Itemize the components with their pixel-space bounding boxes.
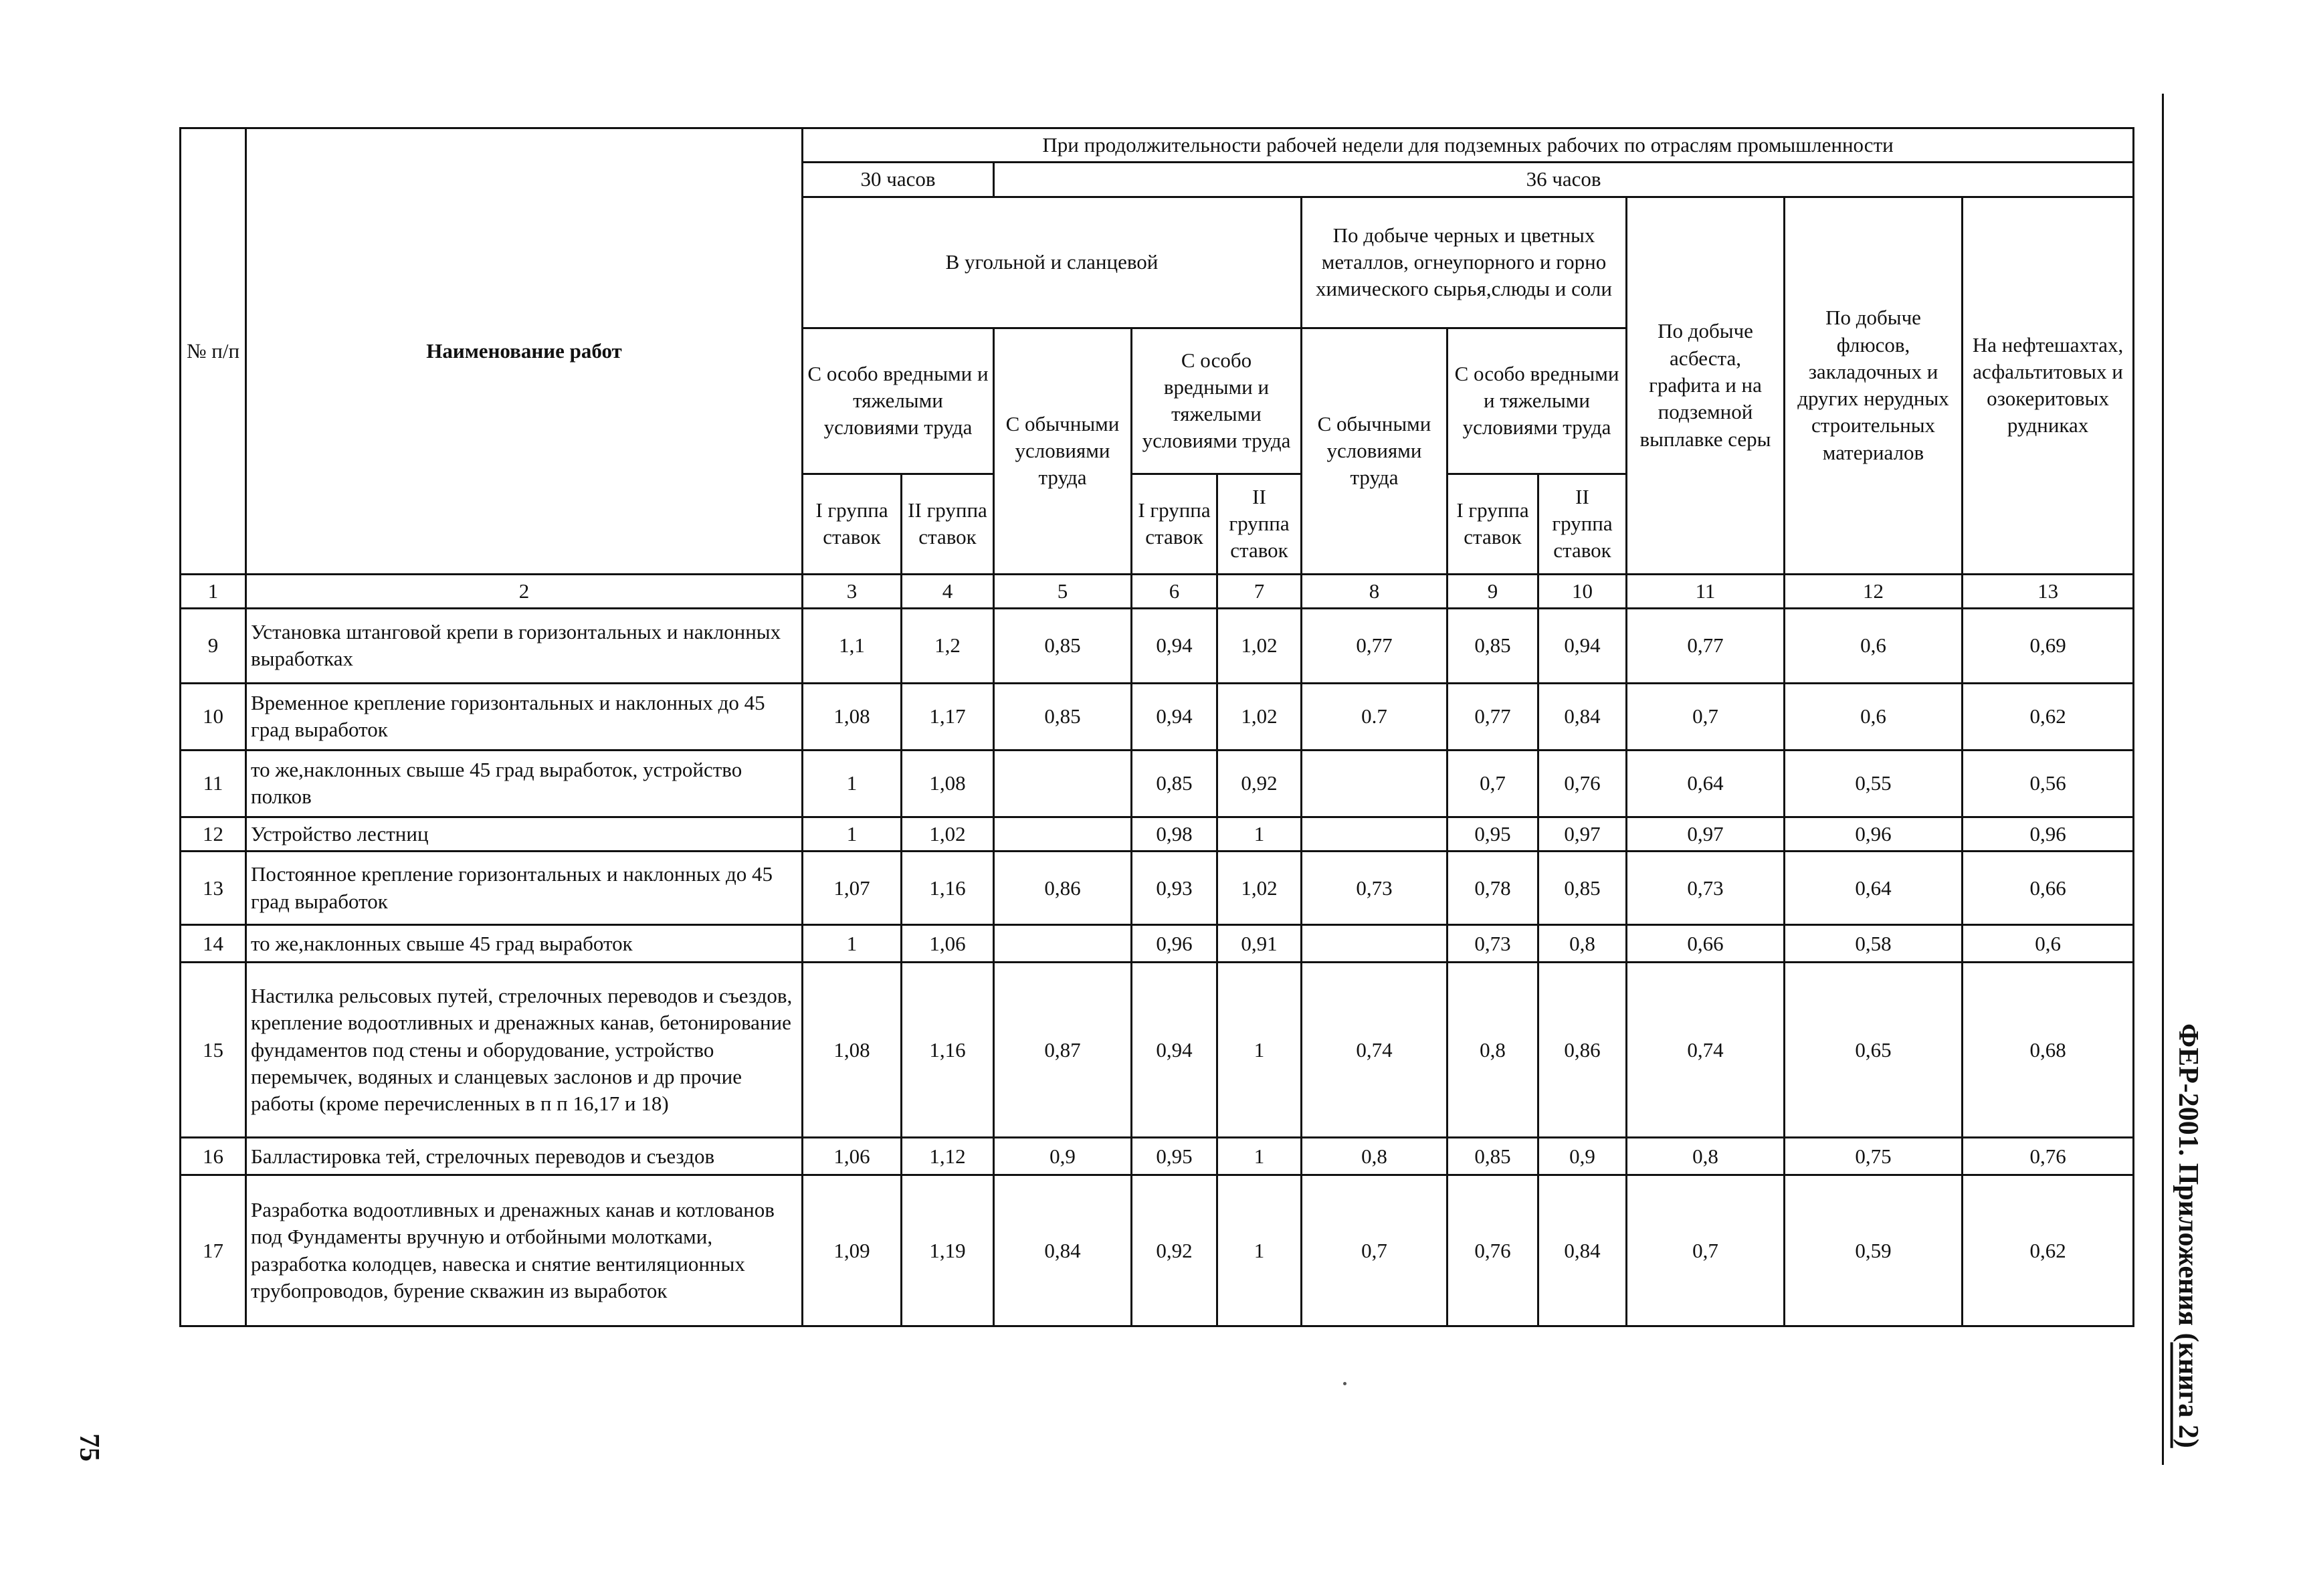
work-name: то же,наклонных свыше 45 град выработок, устройство полков: [246, 750, 803, 817]
work-name: Временное крепление горизонтальных и наклонных до 45 град выработок: [246, 683, 803, 750]
coefficient-cell: 0,7: [1302, 1175, 1447, 1326]
coefficient-cell: 1,12: [902, 1138, 994, 1175]
coefficient-cell: 1,02: [1217, 683, 1302, 750]
coefficient-cell: 0,95: [1447, 817, 1538, 851]
coefficient-cell: 0,77: [1627, 608, 1785, 683]
header-name: Наименование работ: [246, 128, 803, 575]
coefficient-cell: 0,74: [1302, 963, 1447, 1138]
coefficient-cell: 0,66: [1627, 925, 1785, 963]
table-row: [181, 925, 2134, 963]
coefficient-cell: 0,7: [1627, 1175, 1785, 1326]
coefficient-cell: 1,06: [803, 1138, 902, 1175]
coefficient-cell: 0,85: [994, 683, 1132, 750]
coefficient-cell: 1,02: [1217, 852, 1302, 925]
coefficient-cell: 0,94: [1538, 608, 1627, 683]
row-number: 13: [181, 852, 246, 925]
header-asbestos: По добыче асбеста, графита и на подземной выплавке серы: [1627, 197, 1785, 574]
coefficient-cell: 1: [1217, 1138, 1302, 1175]
column-number: 5: [994, 574, 1132, 608]
scan-speck: [1343, 1382, 1346, 1385]
coefficient-cell: 0,59: [1785, 1175, 1963, 1326]
side-title-book: книга 2): [2173, 1342, 2203, 1448]
row-number: 14: [181, 925, 246, 963]
coefficient-cell: 0,8: [1627, 1138, 1785, 1175]
header-36-hours: 36 часов: [994, 163, 2134, 197]
coefficient-cell: 0,8: [1447, 963, 1538, 1138]
table-row: [181, 963, 2134, 1138]
coefficient-cell: 0,74: [1627, 963, 1785, 1138]
row-number: 16: [181, 1138, 246, 1175]
header-group2-c: II группа ставок: [1538, 474, 1627, 574]
coefficient-cell: 0,94: [1132, 963, 1217, 1138]
coefficient-cell: 0,97: [1538, 817, 1627, 851]
header-special-metals: С особо вредными и тяжелыми условиями труда: [1447, 328, 1627, 474]
coefficient-cell: 0,77: [1302, 608, 1447, 683]
coefficient-cell: 0,6: [1785, 608, 1963, 683]
coefficient-cell: 0,84: [1538, 683, 1627, 750]
coefficient-cell: 0,64: [1627, 750, 1785, 817]
coefficient-cell: 0.7: [1302, 683, 1447, 750]
coefficient-cell: 0,55: [1785, 750, 1963, 817]
coefficient-cell: 0,73: [1302, 852, 1447, 925]
header-group2-b: II группа ставок: [1217, 474, 1302, 574]
coefficient-cell: 1,19: [902, 1175, 994, 1326]
coefficient-cell: 1,2: [902, 608, 994, 683]
coefficient-cell: 1: [803, 925, 902, 963]
header-coal: В угольной и сланцевой: [803, 197, 1302, 328]
column-number: 9: [1447, 574, 1538, 608]
coefficient-cell: 0,85: [1538, 852, 1627, 925]
coefficient-cell: 0,76: [1963, 1138, 2134, 1175]
column-number: 11: [1627, 574, 1785, 608]
coefficient-cell: 0,86: [1538, 963, 1627, 1138]
column-number: 10: [1538, 574, 1627, 608]
coefficient-cell: 0,96: [1785, 817, 1963, 851]
coefficient-cell: 0,68: [1963, 963, 2134, 1138]
coefficient-cell: [1302, 817, 1447, 851]
work-name: Установка штанговой крепи в горизонтальных и наклонных выработках: [246, 608, 803, 683]
row-number: 10: [181, 683, 246, 750]
column-number-row: [181, 574, 2134, 608]
coefficient-cell: 0,76: [1447, 1175, 1538, 1326]
table-row: [181, 750, 2134, 817]
coefficient-cell: 0,85: [1132, 750, 1217, 817]
coefficient-cell: 0,76: [1538, 750, 1627, 817]
coefficient-cell: 0,64: [1785, 852, 1963, 925]
side-title: [2172, 1023, 2204, 1448]
coefficient-cell: 0,87: [994, 963, 1132, 1138]
coefficient-cell: 0,7: [1447, 750, 1538, 817]
coefficient-cell: 0,95: [1132, 1138, 1217, 1175]
coefficient-cell: 0,9: [994, 1138, 1132, 1175]
coefficient-cell: 0,78: [1447, 852, 1538, 925]
coefficient-cell: 0,75: [1785, 1138, 1963, 1175]
coefficient-cell: 1,16: [902, 852, 994, 925]
coefficient-cell: [994, 817, 1132, 851]
margin-rule: [2162, 94, 2164, 1465]
coefficient-cell: 1,02: [902, 817, 994, 851]
coefficient-cell: 0,93: [1132, 852, 1217, 925]
coefficient-cell: 1,09: [803, 1175, 902, 1326]
coefficient-cell: 0,73: [1627, 852, 1785, 925]
coefficient-cell: [994, 750, 1132, 817]
work-name: Разработка водоотливных и дренажных канав и котлованов под Фундаменты вручную и отбойными молотками, разработка колодцев, навеска и снятие вентиляционных трубопроводов, бурение скважин из выработок: [246, 1175, 803, 1326]
coefficient-cell: [994, 925, 1132, 963]
coefficient-cell: 0,62: [1963, 683, 2134, 750]
coefficient-cell: 0,96: [1963, 817, 2134, 851]
column-number: 12: [1785, 574, 1963, 608]
table-row: [181, 817, 2134, 851]
row-number: 17: [181, 1175, 246, 1326]
coefficient-cell: 0,66: [1963, 852, 2134, 925]
coefficient-cell: 0,96: [1132, 925, 1217, 963]
page-number: 75: [74, 1433, 104, 1462]
column-number: 4: [902, 574, 994, 608]
coefficient-cell: 0,56: [1963, 750, 2134, 817]
coefficient-cell: 0,9: [1538, 1138, 1627, 1175]
coefficient-cell: 1,16: [902, 963, 994, 1138]
coefficient-cell: 0,77: [1447, 683, 1538, 750]
coefficient-cell: 1,02: [1217, 608, 1302, 683]
coefficient-cell: 0,92: [1217, 750, 1302, 817]
coefficient-cell: 0,73: [1447, 925, 1538, 963]
header-special-coal-36: С особо вредными и тяжелыми условиями труда: [1132, 328, 1302, 474]
coefficient-cell: 0,84: [994, 1175, 1132, 1326]
row-number: 15: [181, 963, 246, 1138]
coefficients-table: [179, 127, 2134, 1327]
column-number: 2: [246, 574, 803, 608]
coefficient-cell: 0,85: [1447, 608, 1538, 683]
header-num: № п/п: [181, 128, 246, 575]
coefficient-cell: 1: [1217, 1175, 1302, 1326]
coefficient-cell: 0,98: [1132, 817, 1217, 851]
header-top: При продолжительности рабочей недели для подземных рабочих по отраслям промышленности: [803, 128, 2134, 163]
coefficient-cell: [1302, 750, 1447, 817]
work-name: Настилка рельсовых путей, стрелочных переводов и съездов, крепление водоотливных и дренажных канав, бетонирование фундаментов под стены и оборудование, устройство перемычек, водяных и сланцевых заслонов и др прочие работы (кроме перечисленных в п п 16,17 и 18): [246, 963, 803, 1138]
coefficient-cell: 0,92: [1132, 1175, 1217, 1326]
header-30-hours: 30 часов: [803, 163, 994, 197]
header-fluxes: По добыче флюсов, закладочных и других нерудных строительных материалов: [1785, 197, 1963, 574]
row-number: 9: [181, 608, 246, 683]
header-group1-c: I группа ставок: [1447, 474, 1538, 574]
header-oil: На нефтешахтах, асфальтитовых и озокеритовых рудниках: [1963, 197, 2134, 574]
coefficient-cell: 0,69: [1963, 608, 2134, 683]
coefficient-cell: 0,62: [1963, 1175, 2134, 1326]
row-number: 11: [181, 750, 246, 817]
header-special-coal-30: С особо вредными и тяжелыми условиями труда: [803, 328, 994, 474]
header-normal-coal: С обычными условиями труда: [994, 328, 1132, 574]
table-row: [181, 852, 2134, 925]
coefficient-cell: 0,58: [1785, 925, 1963, 963]
coefficient-cell: 0,8: [1538, 925, 1627, 963]
column-number: 8: [1302, 574, 1447, 608]
coefficient-cell: 1,06: [902, 925, 994, 963]
coefficient-cell: 0,85: [1447, 1138, 1538, 1175]
coefficient-cell: 1: [1217, 963, 1302, 1138]
table-row: [181, 608, 2134, 683]
header-normal-metals: С обычными условиями труда: [1302, 328, 1447, 574]
coefficient-cell: 1: [803, 750, 902, 817]
header-group2-a: II группа ставок: [902, 474, 994, 574]
column-number: 7: [1217, 574, 1302, 608]
coefficient-cell: 1: [803, 817, 902, 851]
work-name: Балластировка тей, стрелочных переводов и съездов: [246, 1138, 803, 1175]
coefficient-cell: 0,86: [994, 852, 1132, 925]
column-number: 13: [1963, 574, 2134, 608]
coefficient-cell: 1,1: [803, 608, 902, 683]
work-name: Устройство лестниц: [246, 817, 803, 851]
coefficient-cell: 0,6: [1963, 925, 2134, 963]
table-row: [181, 1138, 2134, 1175]
header-metals: По добыче черных и цветных металлов, огнеупорного и горно химического сырья,слюды и соли: [1302, 197, 1627, 328]
coefficient-cell: 0,84: [1538, 1175, 1627, 1326]
header-group1-a: I группа ставок: [803, 474, 902, 574]
coefficient-cell: 1,08: [803, 963, 902, 1138]
side-title-main: ФЕР-2001. Приложения (: [2173, 1023, 2203, 1342]
work-name: то же,наклонных свыше 45 град выработок: [246, 925, 803, 963]
coefficient-cell: 0,91: [1217, 925, 1302, 963]
work-name: Постоянное крепление горизонтальных и наклонных до 45 град выработок: [246, 852, 803, 925]
coefficient-cell: 0,6: [1785, 683, 1963, 750]
header-group1-b: I группа ставок: [1132, 474, 1217, 574]
coefficient-cell: 0,7: [1627, 683, 1785, 750]
coefficient-cell: 1,08: [902, 750, 994, 817]
coefficient-cell: 1,17: [902, 683, 994, 750]
coefficient-cell: 0,94: [1132, 608, 1217, 683]
table-row: [181, 683, 2134, 750]
coefficient-cell: 1,08: [803, 683, 902, 750]
column-number: 3: [803, 574, 902, 608]
coefficient-cell: 0,97: [1627, 817, 1785, 851]
coefficient-cell: 1,07: [803, 852, 902, 925]
coefficient-cell: 0,8: [1302, 1138, 1447, 1175]
coefficient-cell: 0,65: [1785, 963, 1963, 1138]
column-number: 6: [1132, 574, 1217, 608]
row-number: 12: [181, 817, 246, 851]
coefficient-cell: 0,94: [1132, 683, 1217, 750]
coefficient-cell: 1: [1217, 817, 1302, 851]
coefficient-cell: [1302, 925, 1447, 963]
coefficient-cell: 0,85: [994, 608, 1132, 683]
column-number: 1: [181, 574, 246, 608]
table-row: [181, 1175, 2134, 1326]
